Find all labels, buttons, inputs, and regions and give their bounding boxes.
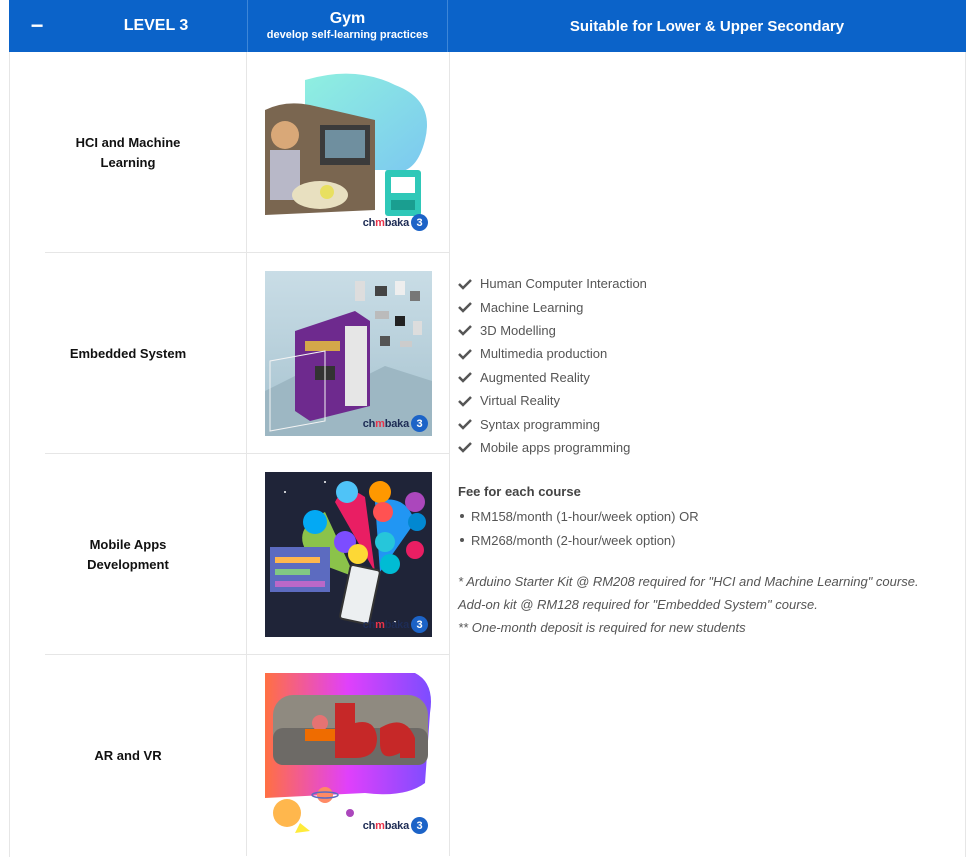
note-deposit: ** One-month deposit is required for new students	[458, 620, 746, 635]
chumbaka-logo	[363, 415, 428, 432]
course-name: Mobile Apps Development	[87, 536, 169, 572]
level-badge: 3	[411, 616, 428, 633]
feature-item: Human Computer Interaction	[458, 272, 647, 295]
feature-item: Mobile apps programming	[458, 436, 647, 459]
chumbaka-logo	[363, 214, 428, 231]
gym-header	[247, 0, 448, 52]
course-image-cell	[246, 52, 450, 253]
feature-list	[458, 272, 647, 459]
feature-item: Multimedia production	[458, 342, 647, 365]
note-kit: * Arduino Starter Kit @ RM208 required for "HCI and Machine Learning" course. Add-on kit @ RM128 required for "Embedded System" course.	[458, 574, 919, 612]
course-row	[10, 454, 450, 655]
bullet-icon	[460, 538, 464, 542]
level-title: LEVEL 3	[123, 17, 189, 34]
course-image-arvr	[265, 673, 432, 838]
course-image-embedded	[265, 271, 432, 436]
chumbaka-logo	[363, 616, 428, 633]
course-row	[10, 253, 450, 454]
bullet-icon	[460, 514, 464, 518]
course-image-hci	[265, 70, 432, 235]
course-image-cell	[246, 655, 450, 856]
check-icon	[458, 301, 472, 313]
course-name: HCI and Machine Learning	[75, 134, 181, 170]
fee-item: RM268/month (2-hour/week option)	[458, 528, 699, 552]
feature-item: Syntax programming	[458, 412, 647, 435]
level-badge: 3	[411, 214, 428, 231]
course-image-cell	[246, 454, 450, 655]
gym-title: Gym	[329, 10, 366, 27]
collapse-toggle-button[interactable]: −	[30, 13, 44, 38]
check-icon	[458, 348, 472, 360]
course-details	[458, 52, 948, 857]
course-image-cell	[246, 253, 450, 454]
course-name: Embedded System	[69, 345, 187, 361]
chumbaka-logo	[363, 817, 428, 834]
level-badge: 3	[411, 817, 428, 834]
check-icon	[458, 418, 472, 430]
level-header[interactable]	[9, 0, 966, 52]
course-image-mobile	[265, 472, 432, 637]
suitability-label: Suitable for Lower & Upper Secondary	[569, 17, 845, 35]
brand-wordmark: chmbaka	[362, 216, 409, 229]
level-badge: 3	[411, 415, 428, 432]
course-row	[10, 655, 450, 856]
check-icon	[458, 395, 472, 407]
check-icon	[458, 441, 472, 453]
feature-item: Virtual Reality	[458, 389, 647, 412]
check-icon	[458, 324, 472, 336]
check-icon	[458, 278, 472, 290]
brand-wordmark: chmbaka	[362, 819, 409, 832]
feature-item: 3D Modelling	[458, 319, 647, 342]
fee-title: Fee for each course	[458, 484, 581, 499]
feature-item: Augmented Reality	[458, 366, 647, 389]
fee-list	[458, 504, 699, 552]
course-row	[10, 52, 450, 253]
feature-item: Machine Learning	[458, 295, 647, 318]
notes	[458, 570, 938, 639]
fee-item: RM158/month (1-hour/week option) OR	[458, 504, 699, 528]
gym-subtitle: develop self-learning practices	[266, 29, 429, 41]
course-name: AR and VR	[94, 747, 162, 763]
brand-wordmark: chmbaka	[362, 417, 409, 430]
brand-wordmark: chmbaka	[362, 618, 409, 631]
check-icon	[458, 371, 472, 383]
